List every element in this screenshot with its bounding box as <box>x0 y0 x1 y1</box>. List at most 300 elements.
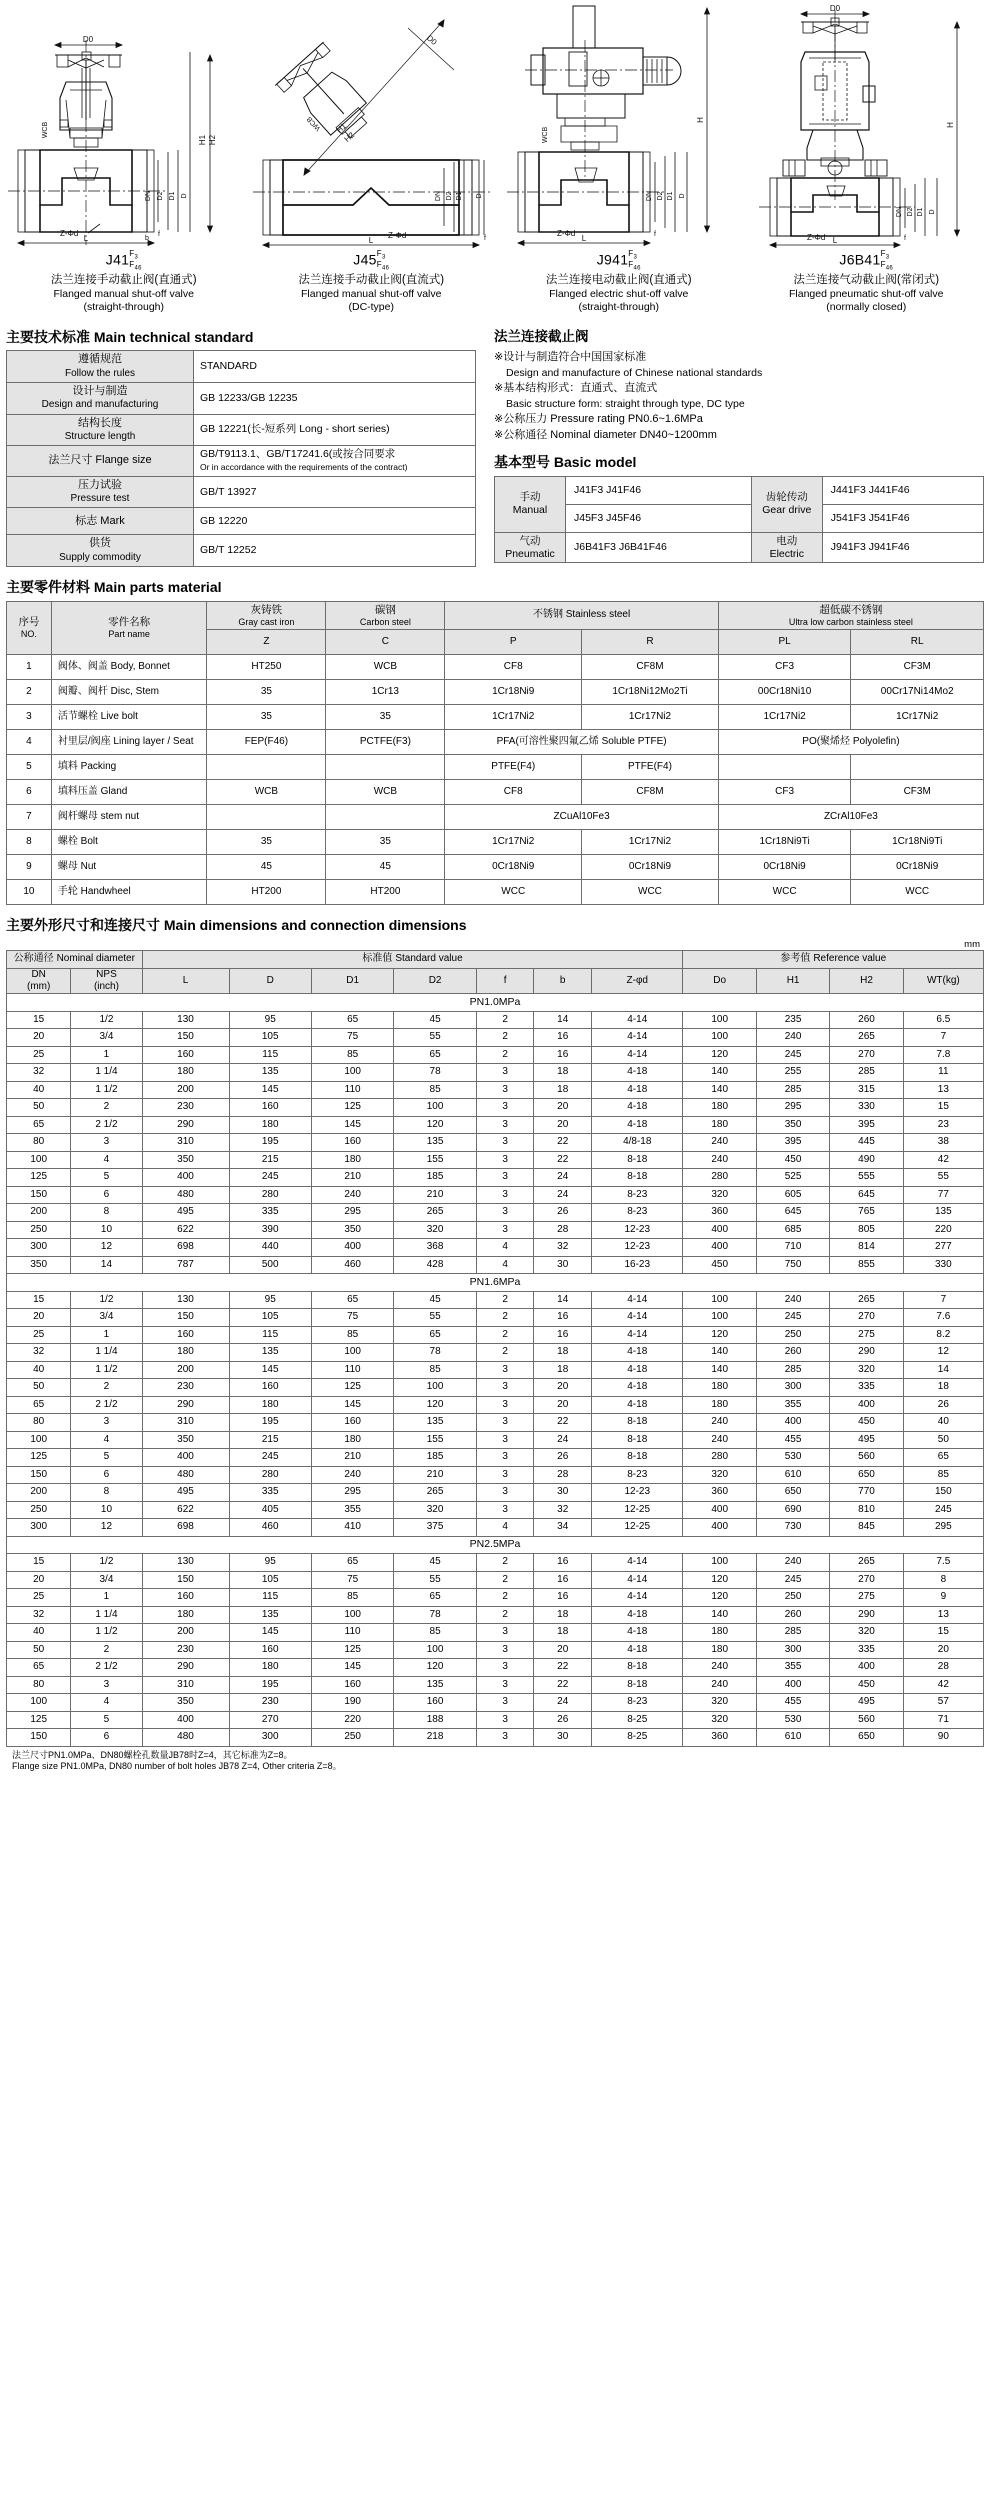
cell-f: 3 <box>476 1414 534 1432</box>
cell-D: 245 <box>229 1169 311 1187</box>
caption-en-line1: Flanged pneumatic shut-off valve <box>789 288 944 301</box>
table-row <box>7 1379 984 1397</box>
label-en: Design and manufacturing <box>41 399 159 411</box>
cell-D2: 320 <box>394 1221 476 1239</box>
cell-D1: 100 <box>311 1344 393 1362</box>
cell-b: 16 <box>534 1309 592 1327</box>
cell-H1: 300 <box>756 1641 829 1659</box>
cell-D2: 45 <box>394 1011 476 1029</box>
cell-D2: 100 <box>394 1099 476 1117</box>
cell-D2: 65 <box>394 1589 476 1607</box>
cell-H1: 610 <box>756 1466 829 1484</box>
cell-part-name: 阀杆螺母 stem nut <box>51 805 207 830</box>
cell-nps: 10 <box>71 1501 142 1519</box>
group-en: Manual <box>512 504 548 517</box>
cell-stemnut-b: ZCrAl10Fe3 <box>718 805 983 830</box>
cell-H2: 495 <box>830 1431 903 1449</box>
table-row <box>7 705 984 730</box>
cell-b: 20 <box>534 1099 592 1117</box>
caption-en-line1: Flanged electric shut-off valve <box>549 288 689 301</box>
group-cn: 齿轮传动 <box>765 491 808 504</box>
cell-b: 14 <box>534 1011 592 1029</box>
cell-nps: 12 <box>71 1239 142 1257</box>
cell-part-name: 手轮 Handwheel <box>51 880 207 905</box>
svg-text:H2: H2 <box>208 134 218 146</box>
cell-pl: WCC <box>718 880 851 905</box>
cell-b: 22 <box>534 1151 592 1169</box>
cell-dn: 32 <box>7 1344 71 1362</box>
header-nominal-diameter: 公称通径 Nominal diameter <box>7 951 143 969</box>
dimensions-notes <box>6 1750 984 1773</box>
table-row <box>7 1029 984 1047</box>
cell-D: 215 <box>229 1431 311 1449</box>
svg-text:D2: D2 <box>906 207 914 217</box>
cell-Do: 360 <box>683 1729 756 1747</box>
cell-b: 24 <box>534 1694 592 1712</box>
cell-b: 16 <box>534 1571 592 1589</box>
header-D1: D1 <box>311 968 393 993</box>
cell-lining-pfa: PFA(可溶性聚四氟乙烯 Soluble PTFE) <box>445 730 718 755</box>
dimensions-section <box>0 917 990 1773</box>
cell-f: 2 <box>476 1344 534 1362</box>
cell-nps: 3 <box>71 1676 142 1694</box>
row-label <box>7 414 194 446</box>
model-group-manual <box>495 476 566 532</box>
cell-D1: 400 <box>311 1239 393 1257</box>
cell-D2: 218 <box>394 1729 476 1747</box>
cell-f: 3 <box>476 1081 534 1099</box>
cell-weight: 20 <box>903 1641 983 1659</box>
table-row <box>7 1151 984 1169</box>
cell-zd: 8-18 <box>592 1676 683 1694</box>
cell-H1: 605 <box>756 1186 829 1204</box>
table-row <box>7 855 984 880</box>
cell-D: 280 <box>229 1466 311 1484</box>
cell-Do: 100 <box>683 1291 756 1309</box>
cell-weight: 9 <box>903 1589 983 1607</box>
table-row <box>7 1204 984 1222</box>
cell-nps: 1 1/2 <box>71 1361 142 1379</box>
cell-L: 622 <box>142 1221 229 1239</box>
cell-D2: 55 <box>394 1571 476 1589</box>
cell-zd: 8-18 <box>592 1659 683 1677</box>
header-H1: H1 <box>756 968 829 993</box>
cell-zd: 8-25 <box>592 1729 683 1747</box>
cell-pl <box>718 755 851 780</box>
label-en: Pressure test <box>70 493 130 505</box>
cell-f: 2 <box>476 1589 534 1607</box>
cell-zd: 8-18 <box>592 1169 683 1187</box>
header-en: Ultra low carbon stainless steel <box>788 616 913 627</box>
cell-weight: 40 <box>903 1414 983 1432</box>
cell-Do: 280 <box>683 1169 756 1187</box>
cell-f: 2 <box>476 1554 534 1572</box>
header-en: NO. <box>20 629 37 639</box>
cell-H2: 270 <box>830 1309 903 1327</box>
cell-c: 35 <box>326 705 445 730</box>
table-row <box>7 1256 984 1274</box>
cell-H2: 335 <box>830 1379 903 1397</box>
cell-rl: CF3M <box>851 655 984 680</box>
header-cn: 超低碳不锈钢 <box>819 603 883 616</box>
cell-D1: 75 <box>311 1309 393 1327</box>
cell-b: 18 <box>534 1624 592 1642</box>
cell-part-name: 螺母 Nut <box>51 855 207 880</box>
cell-weight: 150 <box>903 1484 983 1502</box>
cell-b: 22 <box>534 1676 592 1694</box>
cell-c: HT200 <box>326 880 445 905</box>
cell-part-name: 填料压盖 Gland <box>51 780 207 805</box>
model-value: J45F3 J45F46 <box>566 504 752 532</box>
cell-c <box>326 755 445 780</box>
cell-Do: 140 <box>683 1606 756 1624</box>
svg-text:D1: D1 <box>667 191 675 201</box>
cell-L: 480 <box>142 1186 229 1204</box>
cell-L: 480 <box>142 1466 229 1484</box>
cell-weight: 85 <box>903 1466 983 1484</box>
header-carbon-steel <box>326 601 445 630</box>
cell-Do: 360 <box>683 1484 756 1502</box>
cell-D: 105 <box>229 1571 311 1589</box>
table-row <box>7 755 984 780</box>
row-value-line1: GB/T9113.1、GB/T17241.6(或按合同要求 <box>200 448 396 461</box>
cell-weight: 11 <box>903 1064 983 1082</box>
cell-L: 310 <box>142 1676 229 1694</box>
cell-L: 480 <box>142 1729 229 1747</box>
cell-zd: 4-14 <box>592 1589 683 1607</box>
cell-D2: 78 <box>394 1606 476 1624</box>
cell-H2: 560 <box>830 1449 903 1467</box>
cell-H1: 285 <box>756 1081 829 1099</box>
row-label <box>7 535 194 567</box>
table-row <box>7 1589 984 1607</box>
cell-D: 270 <box>229 1711 311 1729</box>
basic-model-table <box>494 476 984 564</box>
table-row <box>7 730 984 755</box>
cell-L: 290 <box>142 1659 229 1677</box>
cell-p: CF8 <box>445 780 582 805</box>
table-row <box>7 805 984 830</box>
cell-zd: 4-18 <box>592 1396 683 1414</box>
cell-dn: 100 <box>7 1694 71 1712</box>
cell-D1: 110 <box>311 1361 393 1379</box>
cell-lining-po: PO(聚烯烃 Polyolefin) <box>718 730 983 755</box>
row-value: GB 12220 <box>194 508 476 535</box>
cell-H1: 295 <box>756 1099 829 1117</box>
cell-weight: 13 <box>903 1081 983 1099</box>
cell-H2: 450 <box>830 1414 903 1432</box>
cell-p: CF8 <box>445 655 582 680</box>
cell-L: 495 <box>142 1484 229 1502</box>
cell-H2: 290 <box>830 1606 903 1624</box>
row-value: STANDARD <box>194 351 476 383</box>
cell-Do: 240 <box>683 1659 756 1677</box>
svg-text:H2: H2 <box>342 130 356 144</box>
cell-D: 390 <box>229 1221 311 1239</box>
header-L: L <box>142 968 229 993</box>
cell-r: CF8M <box>582 780 719 805</box>
svg-text:Z-Φd: Z-Φd <box>60 229 79 238</box>
cell-D2: 55 <box>394 1029 476 1047</box>
cell-zd: 4-18 <box>592 1641 683 1659</box>
cell-H2: 560 <box>830 1711 903 1729</box>
group-en: Electric <box>769 547 804 560</box>
cell-H2: 555 <box>830 1169 903 1187</box>
table-row <box>7 880 984 905</box>
cell-H1: 260 <box>756 1606 829 1624</box>
pressure-group-label: PN1.6MPa <box>7 1274 984 1292</box>
svg-text:H: H <box>696 117 706 123</box>
model-group-pneumatic <box>495 532 566 563</box>
cell-weight: 71 <box>903 1711 983 1729</box>
cell-c: 1Cr13 <box>326 680 445 705</box>
cell-no: 2 <box>7 680 52 705</box>
cell-Do: 100 <box>683 1011 756 1029</box>
header-D2: D2 <box>394 968 476 993</box>
cell-zd: 4-18 <box>592 1361 683 1379</box>
table-row <box>7 1606 984 1624</box>
header-cn: 序号 <box>18 616 40 629</box>
cell-Do: 400 <box>683 1519 756 1537</box>
cell-D: 145 <box>229 1624 311 1642</box>
drawing-captions-row <box>0 250 990 315</box>
cell-H2: 810 <box>830 1501 903 1519</box>
cell-dn: 150 <box>7 1186 71 1204</box>
section-title-standard <box>6 329 476 346</box>
cell-H1: 400 <box>756 1414 829 1432</box>
label-cn: 结构长度 <box>78 416 122 429</box>
cell-z: 35 <box>207 705 326 730</box>
cell-L: 200 <box>142 1361 229 1379</box>
cell-f: 3 <box>476 1641 534 1659</box>
table-row <box>7 1396 984 1414</box>
cell-nps: 1 1/4 <box>71 1064 142 1082</box>
cell-no: 9 <box>7 855 52 880</box>
cell-L: 787 <box>142 1256 229 1274</box>
svg-text:L: L <box>368 236 373 245</box>
cell-nps: 3/4 <box>71 1571 142 1589</box>
cell-D: 335 <box>229 1484 311 1502</box>
cell-zd: 12-23 <box>592 1239 683 1257</box>
cell-b: 18 <box>534 1361 592 1379</box>
cell-b: 32 <box>534 1239 592 1257</box>
cell-D1: 110 <box>311 1624 393 1642</box>
cell-pl: 1Cr17Ni2 <box>718 705 851 730</box>
materials-section <box>0 579 990 906</box>
table-row <box>7 382 476 414</box>
cell-f: 3 <box>476 1379 534 1397</box>
cell-Do: 400 <box>683 1221 756 1239</box>
table-header-row <box>7 601 984 630</box>
cell-H1: 450 <box>756 1151 829 1169</box>
cell-dn: 25 <box>7 1326 71 1344</box>
cell-f: 3 <box>476 1431 534 1449</box>
cell-H1: 355 <box>756 1659 829 1677</box>
cell-H1: 395 <box>756 1134 829 1152</box>
cell-H1: 530 <box>756 1711 829 1729</box>
cell-D: 145 <box>229 1081 311 1099</box>
label-cn: 遵循规范 <box>78 353 122 366</box>
cell-D1: 295 <box>311 1204 393 1222</box>
cell-Do: 320 <box>683 1694 756 1712</box>
cell-dn: 125 <box>7 1449 71 1467</box>
cell-zd: 4/8-18 <box>592 1134 683 1152</box>
cell-D: 135 <box>229 1344 311 1362</box>
cell-D2: 185 <box>394 1449 476 1467</box>
label-cn: 供货 <box>89 537 111 550</box>
cell-Do: 400 <box>683 1501 756 1519</box>
cell-L: 230 <box>142 1379 229 1397</box>
cell-dn: 32 <box>7 1064 71 1082</box>
cell-H2: 275 <box>830 1589 903 1607</box>
label-cn: 标志 Mark <box>75 514 125 527</box>
cell-dn: 80 <box>7 1676 71 1694</box>
svg-text:D1: D1 <box>455 191 463 201</box>
cell-dn: 50 <box>7 1099 71 1117</box>
flange-info-list <box>494 350 984 444</box>
cell-H1: 455 <box>756 1694 829 1712</box>
cell-weight: 295 <box>903 1519 983 1537</box>
cell-D2: 135 <box>394 1414 476 1432</box>
cell-weight: 13 <box>903 1606 983 1624</box>
table-row <box>7 508 476 535</box>
svg-text:Z-Φd: Z-Φd <box>806 233 826 242</box>
header-code-z: Z <box>207 630 326 655</box>
cell-D2: 185 <box>394 1169 476 1187</box>
cell-H1: 255 <box>756 1064 829 1082</box>
svg-text:D: D <box>475 193 483 199</box>
header-nps: NPS (inch) <box>71 968 142 993</box>
header-zd: Z-φd <box>592 968 683 993</box>
cell-zd: 8-18 <box>592 1431 683 1449</box>
cell-H1: 260 <box>756 1344 829 1362</box>
table-row <box>7 1519 984 1537</box>
header-en: Gray cast iron <box>238 616 295 627</box>
cell-p: 1Cr18Ni9 <box>445 680 582 705</box>
cell-L: 698 <box>142 1239 229 1257</box>
caption-cn: 法兰连接手动截止阀(直流式) <box>298 273 445 286</box>
cell-p: 1Cr17Ni2 <box>445 705 582 730</box>
cell-D1: 240 <box>311 1466 393 1484</box>
info-line <box>494 412 984 428</box>
cell-L: 350 <box>142 1151 229 1169</box>
cell-p: 1Cr17Ni2 <box>445 830 582 855</box>
cell-c: WCB <box>326 655 445 680</box>
cell-nps: 5 <box>71 1169 142 1187</box>
cell-D1: 65 <box>311 1291 393 1309</box>
flange-info-column <box>494 329 984 567</box>
cell-D1: 145 <box>311 1116 393 1134</box>
cell-D1: 100 <box>311 1606 393 1624</box>
cell-D: 160 <box>229 1099 311 1117</box>
cell-p: 0Cr18Ni9 <box>445 855 582 880</box>
cell-b: 28 <box>534 1466 592 1484</box>
cell-H2: 335 <box>830 1641 903 1659</box>
header-code-pl: PL <box>718 630 851 655</box>
cell-z: 35 <box>207 680 326 705</box>
cell-rl: 00Cr17Ni14Mo2 <box>851 680 984 705</box>
cell-L: 400 <box>142 1711 229 1729</box>
cell-weight: 15 <box>903 1099 983 1117</box>
cell-D1: 75 <box>311 1571 393 1589</box>
cell-dn: 100 <box>7 1431 71 1449</box>
cell-b: 22 <box>534 1134 592 1152</box>
model-base: J41 <box>105 251 130 268</box>
cell-H1: 455 <box>756 1431 829 1449</box>
cell-nps: 2 1/2 <box>71 1396 142 1414</box>
cell-zd: 4-14 <box>592 1326 683 1344</box>
note-en: Flange size PN1.0MPa, DN80 number of bolt holes JB78 Z=4, Other criteria Z=8。 <box>12 1761 342 1772</box>
cell-Do: 140 <box>683 1064 756 1082</box>
cell-b: 34 <box>534 1519 592 1537</box>
cell-f: 3 <box>476 1116 534 1134</box>
cell-D2: 45 <box>394 1291 476 1309</box>
cell-zd: 4-14 <box>592 1011 683 1029</box>
cell-dn: 32 <box>7 1606 71 1624</box>
cell-zd: 8-18 <box>592 1151 683 1169</box>
cell-no: 6 <box>7 780 52 805</box>
row-value <box>194 446 476 477</box>
cell-D2: 368 <box>394 1239 476 1257</box>
table-row <box>7 680 984 705</box>
svg-text:H1: H1 <box>334 121 348 135</box>
pressure-group-row <box>7 1536 984 1554</box>
group-cn: 气动 <box>519 534 541 547</box>
table-row <box>495 532 984 563</box>
cell-Do: 320 <box>683 1186 756 1204</box>
cell-f: 2 <box>476 1291 534 1309</box>
row-value: GB 12233/GB 12235 <box>194 382 476 414</box>
drawing-j6b41 <box>743 0 990 250</box>
cell-f: 3 <box>476 1361 534 1379</box>
cell-no: 10 <box>7 880 52 905</box>
cell-dn: 300 <box>7 1239 71 1257</box>
cell-nps: 1 <box>71 1326 142 1344</box>
row-label <box>7 382 194 414</box>
info-cn: ※公称通径 Nominal diameter DN40~1200mm <box>494 428 717 441</box>
cell-weight: 55 <box>903 1169 983 1187</box>
header-en: Carbon steel <box>359 616 411 627</box>
cell-D: 135 <box>229 1064 311 1082</box>
drawing-j941 <box>495 0 743 250</box>
model-value: J941F3 J941F46 <box>822 532 983 563</box>
row-value: GB/T 12252 <box>194 535 476 567</box>
cell-nps: 1/2 <box>71 1554 142 1572</box>
cell-pl: CF3 <box>718 655 851 680</box>
cell-nps: 5 <box>71 1711 142 1729</box>
cell-b: 22 <box>534 1659 592 1677</box>
cell-z: HT200 <box>207 880 326 905</box>
cell-nps: 1 1/4 <box>71 1606 142 1624</box>
info-cn: ※公称压力 Pressure rating PN0.6~1.6MPa <box>494 413 703 426</box>
cell-r: CF8M <box>582 655 719 680</box>
cell-D2: 100 <box>394 1641 476 1659</box>
label-en: Structure length <box>64 430 136 442</box>
cell-D2: 120 <box>394 1396 476 1414</box>
cell-dn: 15 <box>7 1554 71 1572</box>
cell-H1: 245 <box>756 1046 829 1064</box>
caption-en-line2: (straight-through) <box>578 301 660 314</box>
note-cn: 法兰尺寸PN1.0MPa、DN80螺栓孔数量JB78时Z=4，其它标准为Z=8。 <box>12 1749 293 1760</box>
cell-D2: 78 <box>394 1064 476 1082</box>
cell-D2: 160 <box>394 1694 476 1712</box>
table-row <box>7 1221 984 1239</box>
cell-f: 3 <box>476 1711 534 1729</box>
section-title-en: Main dimensions and connection dimensions <box>163 917 467 934</box>
valve-diagram-j45 <box>248 0 495 250</box>
table-row <box>7 1659 984 1677</box>
table-row <box>7 1694 984 1712</box>
